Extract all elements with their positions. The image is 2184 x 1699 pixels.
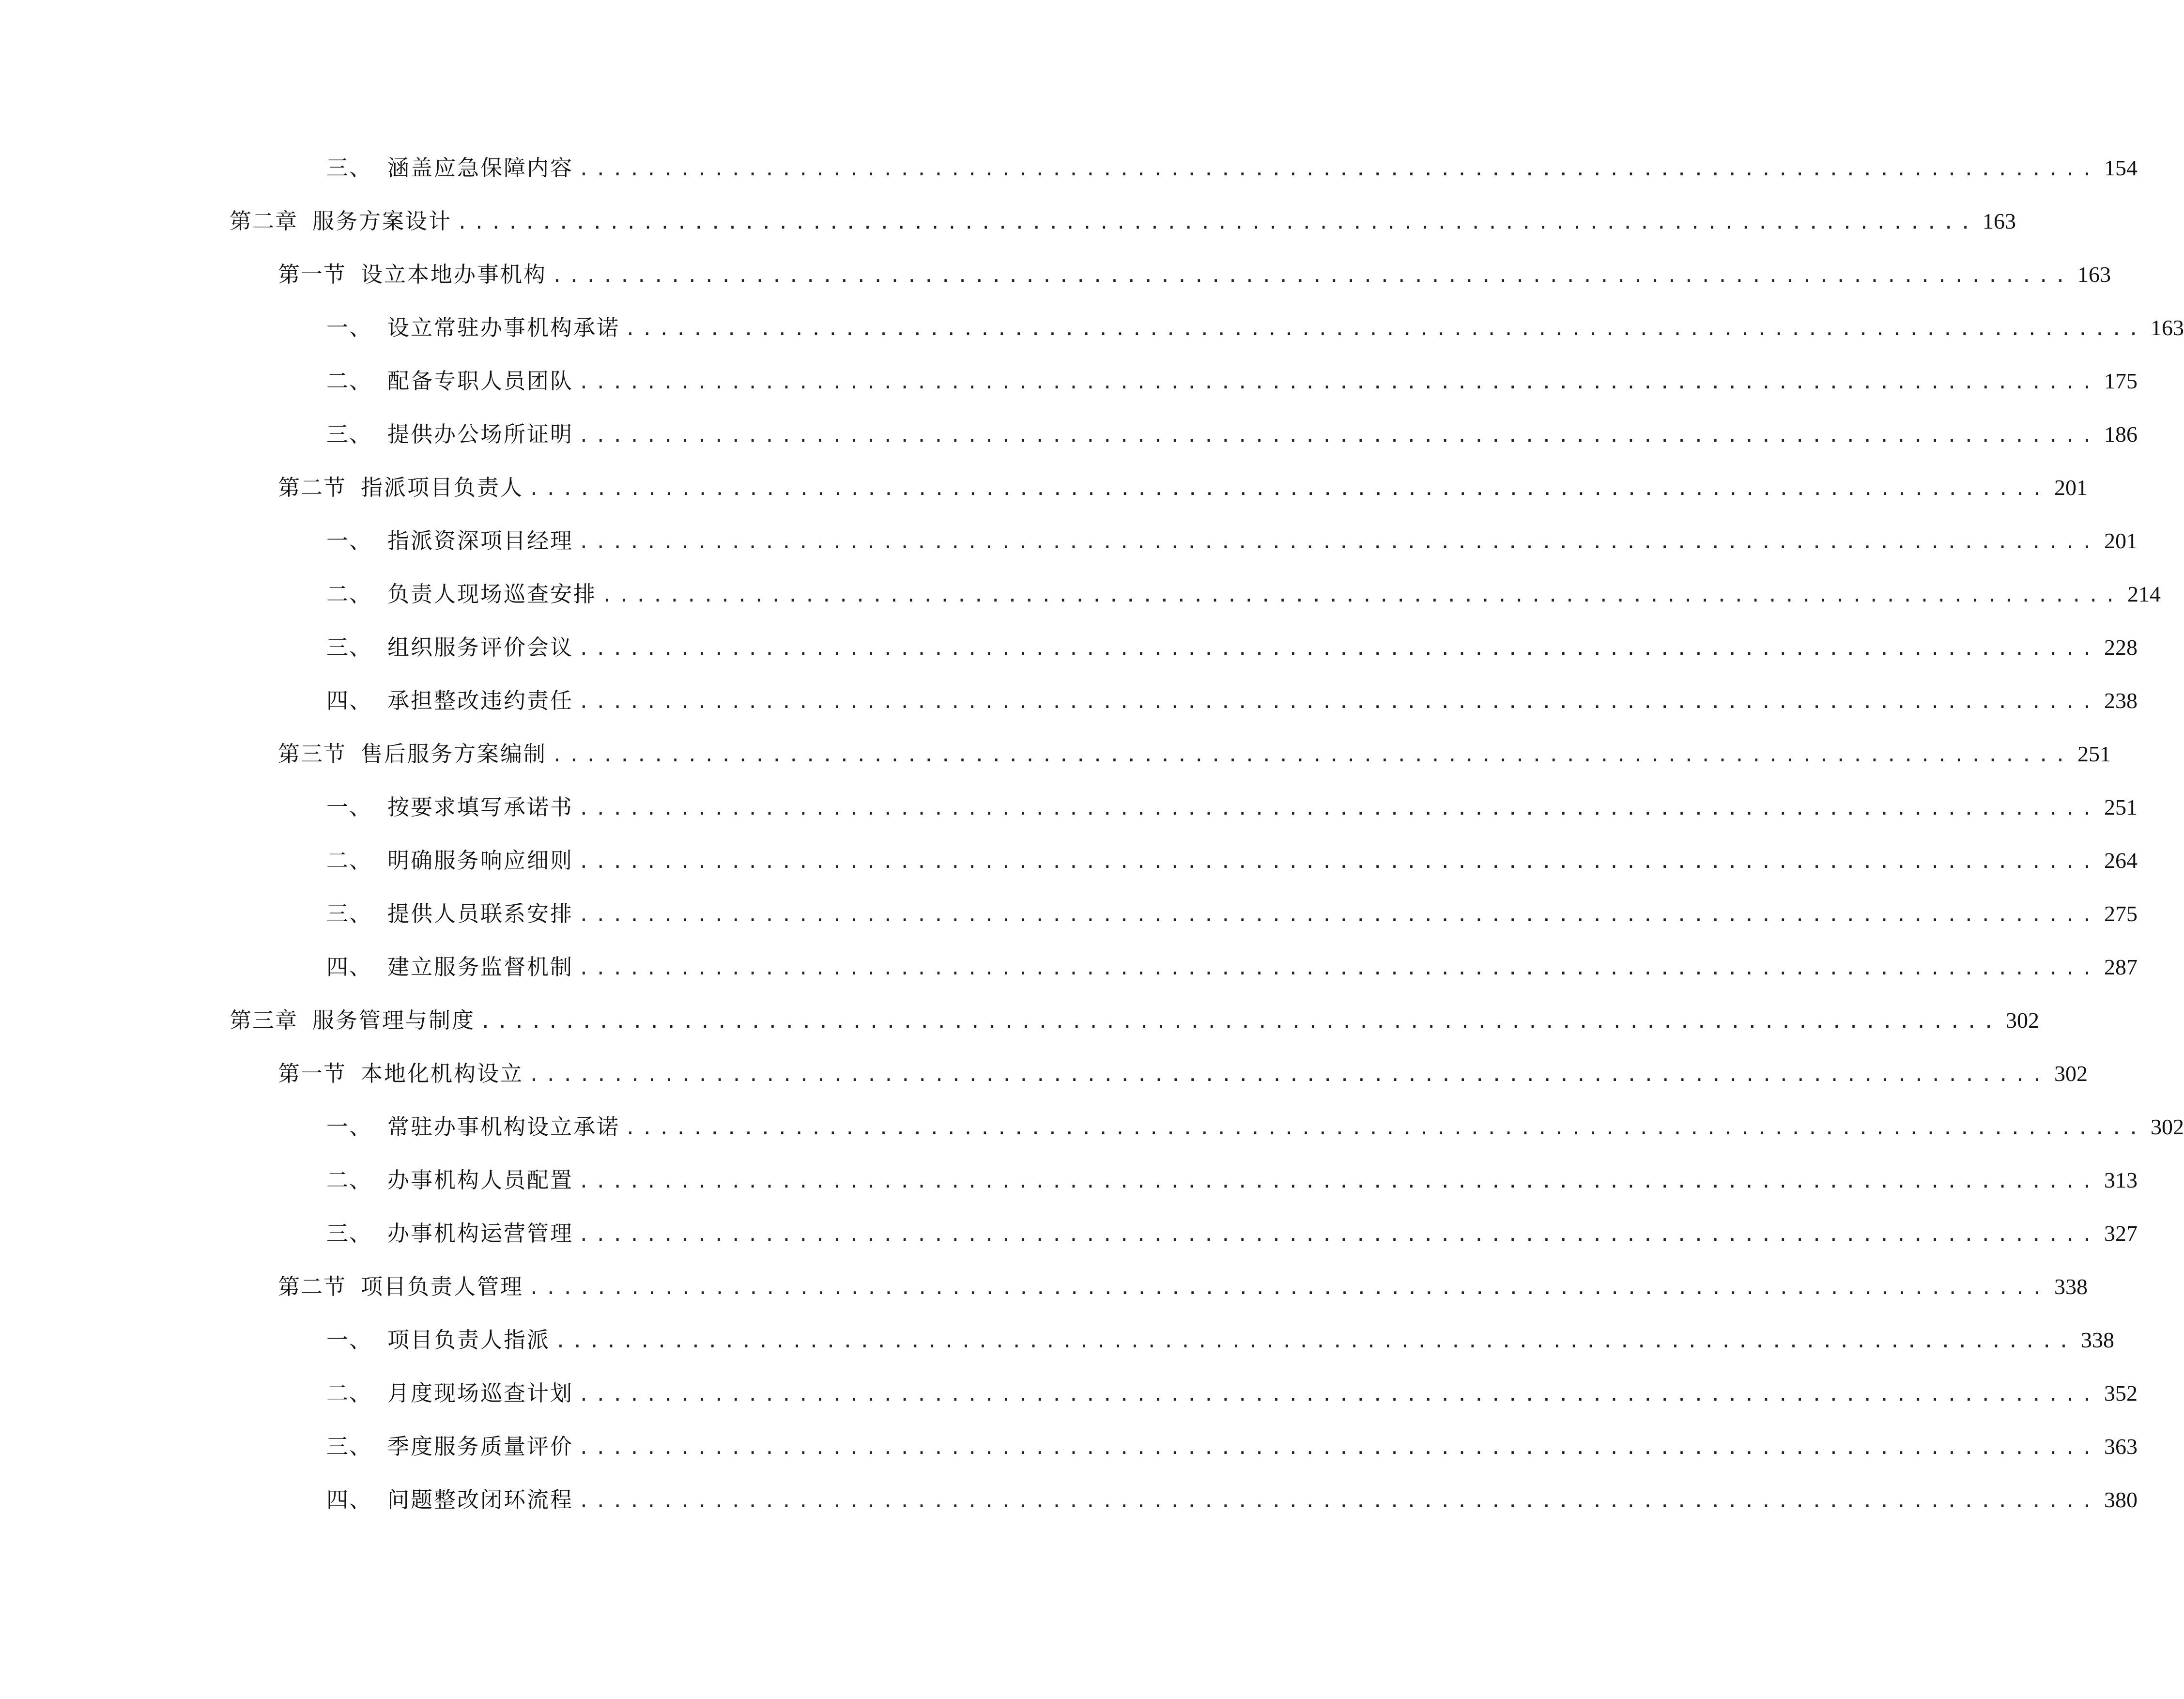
toc-number: 三、 (326, 155, 372, 181)
toc-title: 服务管理与制度 (312, 1007, 476, 1033)
toc-entry[interactable] (326, 524, 2138, 558)
toc-leader-dots: .......................................................................................... (578, 638, 2099, 659)
toc-entry[interactable] (278, 258, 2111, 292)
toc-entry[interactable] (278, 471, 2088, 505)
toc-entry[interactable] (278, 1057, 2088, 1091)
toc-page-number: 214 (2127, 582, 2161, 606)
toc-page-number: 163 (2077, 262, 2111, 287)
toc-entry[interactable] (326, 364, 2138, 398)
toc-entry[interactable] (326, 1376, 2138, 1410)
toc-number: 一、 (326, 794, 372, 820)
toc-entry[interactable] (278, 1270, 2088, 1304)
toc-leader-dots: .......................................................................................... (578, 1490, 2099, 1512)
toc-leader-dots: .......................................................................................... (625, 318, 2145, 340)
toc-page-number: 154 (2104, 155, 2138, 180)
toc-page-number: 228 (2104, 635, 2138, 660)
toc-leader-dots: .......................................................................................... (552, 265, 2072, 286)
toc-title: 涵盖应急保障内容 (387, 155, 574, 181)
toc-title: 售后服务方案编制 (361, 741, 547, 767)
toc-number: 一、 (326, 1327, 372, 1353)
toc-leader-dots: .......................................................................................... (480, 1011, 2000, 1032)
toc-entry[interactable] (326, 1483, 2138, 1517)
toc-entry[interactable] (326, 151, 2138, 185)
toc-entry[interactable] (326, 1217, 2138, 1251)
toc-entry[interactable] (326, 897, 2138, 931)
toc-number: 三、 (326, 1434, 372, 1459)
toc-leader-dots: .......................................................................................... (528, 1277, 2049, 1298)
toc-title: 问题整改闭环流程 (387, 1487, 574, 1513)
toc-leader-dots: .......................................................................................... (578, 371, 2099, 393)
toc-leader-dots: .......................................................................................... (601, 585, 2122, 606)
toc-entry[interactable] (326, 1430, 2138, 1464)
toc-page-number: 287 (2104, 955, 2138, 979)
toc-number: 一、 (326, 1114, 372, 1140)
toc-number: 第三章 (230, 1007, 298, 1033)
toc-title: 承担整改违约责任 (387, 688, 574, 713)
toc-title: 项目负责人管理 (361, 1274, 524, 1299)
toc-page-number: 275 (2104, 901, 2138, 926)
toc-leader-dots: .......................................................................................... (578, 958, 2099, 979)
toc-number: 一、 (326, 315, 372, 340)
toc-page-number: 251 (2077, 741, 2111, 766)
toc-leader-dots: .......................................................................................... (552, 744, 2072, 766)
toc-title: 配备专职人员团队 (387, 368, 574, 394)
toc-number: 三、 (326, 1220, 372, 1246)
toc-leader-dots: .......................................................................................... (578, 425, 2099, 446)
toc-title: 提供办公场所证明 (387, 421, 574, 447)
toc-leader-dots: .......................................................................................... (578, 1171, 2099, 1192)
toc-title: 项目负责人指派 (387, 1327, 551, 1353)
toc-page-number: 201 (2054, 475, 2088, 500)
toc-page-number: 201 (2104, 528, 2138, 553)
toc-title: 办事机构人员配置 (387, 1167, 574, 1193)
toc-page-number: 175 (2104, 369, 2138, 393)
toc-title: 指派项目负责人 (361, 475, 524, 500)
toc-number: 三、 (326, 901, 372, 927)
toc-leader-dots: .......................................................................................... (578, 158, 2099, 180)
toc-leader-dots: .......................................................................................... (528, 478, 2049, 499)
toc-number: 四、 (326, 954, 372, 980)
toc-number: 二、 (326, 581, 372, 607)
toc-leader-dots: .......................................................................................... (578, 851, 2099, 872)
toc-entry[interactable] (326, 684, 2138, 718)
toc-title: 负责人现场巡查安排 (387, 581, 597, 607)
toc-page-number: 302 (2006, 1008, 2040, 1033)
toc-entry[interactable] (278, 737, 2111, 771)
toc-number: 第一节 (278, 1061, 347, 1086)
toc-entry[interactable] (326, 631, 2138, 664)
toc-number: 四、 (326, 688, 372, 713)
toc-page-number: 338 (2081, 1328, 2115, 1352)
toc-page-number: 352 (2104, 1381, 2138, 1406)
toc-number: 第一节 (278, 262, 347, 287)
toc-number: 第二章 (230, 208, 298, 234)
toc-entry[interactable] (326, 417, 2138, 451)
toc-leader-dots: .......................................................................................... (578, 531, 2099, 553)
toc-title: 指派资深项目经理 (387, 528, 574, 554)
toc-leader-dots: .......................................................................................... (625, 1117, 2145, 1139)
toc-title: 办事机构运营管理 (387, 1220, 574, 1246)
toc-entry[interactable] (326, 1163, 2138, 1197)
toc-title: 季度服务质量评价 (387, 1434, 574, 1459)
toc-entry[interactable] (326, 790, 2138, 824)
toc-entry[interactable] (326, 1323, 2115, 1357)
toc-number: 三、 (326, 634, 372, 660)
toc-leader-dots: .......................................................................................... (578, 798, 2099, 819)
toc-entry[interactable] (230, 1004, 2040, 1037)
toc-page-number: 327 (2104, 1221, 2138, 1246)
toc-title: 按要求填写承诺书 (387, 794, 574, 820)
toc-leader-dots: .......................................................................................... (578, 1437, 2099, 1458)
toc-leader-dots: .......................................................................................... (578, 1384, 2099, 1405)
toc-number: 第二节 (278, 475, 347, 500)
toc-title: 常驻办事机构设立承诺 (387, 1114, 620, 1140)
toc-number: 二、 (326, 848, 372, 873)
toc-number: 四、 (326, 1487, 372, 1513)
toc-leader-dots: .......................................................................................... (578, 904, 2099, 926)
toc-leader-dots: .......................................................................................... (555, 1330, 2076, 1352)
toc-page-number: 302 (2054, 1061, 2088, 1086)
toc-title: 建立服务监督机制 (387, 954, 574, 980)
toc-entry[interactable] (326, 311, 2184, 345)
toc-page-number: 313 (2104, 1168, 2138, 1192)
toc-leader-dots: .......................................................................................... (578, 1224, 2099, 1245)
toc-title: 本地化机构设立 (361, 1061, 524, 1086)
toc-title: 组织服务评价会议 (387, 634, 574, 660)
toc-title: 设立常驻办事机构承诺 (387, 315, 620, 340)
toc-number: 第二节 (278, 1274, 347, 1299)
toc-page-number: 380 (2104, 1487, 2138, 1512)
toc-page-number: 251 (2104, 795, 2138, 819)
toc-page-number: 264 (2104, 848, 2138, 873)
toc-page-number: 338 (2054, 1274, 2088, 1299)
toc-entry[interactable] (326, 1110, 2184, 1144)
toc-title: 服务方案设计 (312, 208, 452, 234)
toc-entry[interactable] (326, 577, 2161, 611)
toc-leader-dots: .......................................................................................... (457, 212, 1977, 233)
toc-title: 明确服务响应细则 (387, 848, 574, 873)
toc-page-number: 302 (2151, 1114, 2184, 1139)
toc-title: 设立本地办事机构 (361, 262, 547, 287)
toc-leader-dots: .......................................................................................... (528, 1064, 2049, 1085)
toc-number: 三、 (326, 421, 372, 447)
toc-number: 第三节 (278, 741, 347, 767)
toc-entry[interactable] (326, 950, 2138, 984)
toc-title: 提供人员联系安排 (387, 901, 574, 927)
toc-page-number: 163 (2151, 315, 2184, 340)
toc-leader-dots: .......................................................................................... (578, 691, 2099, 712)
toc-number: 一、 (326, 528, 372, 554)
toc-number: 二、 (326, 368, 372, 394)
toc-title: 月度现场巡查计划 (387, 1380, 574, 1406)
toc-page-number: 238 (2104, 688, 2138, 713)
toc-page-number: 363 (2104, 1434, 2138, 1459)
toc-number: 二、 (326, 1380, 372, 1406)
toc-entry[interactable] (326, 844, 2138, 878)
toc-page-number: 163 (1983, 209, 2016, 233)
toc-number: 二、 (326, 1167, 372, 1193)
toc-page-number: 186 (2104, 422, 2138, 447)
toc-entry[interactable] (230, 204, 2016, 238)
